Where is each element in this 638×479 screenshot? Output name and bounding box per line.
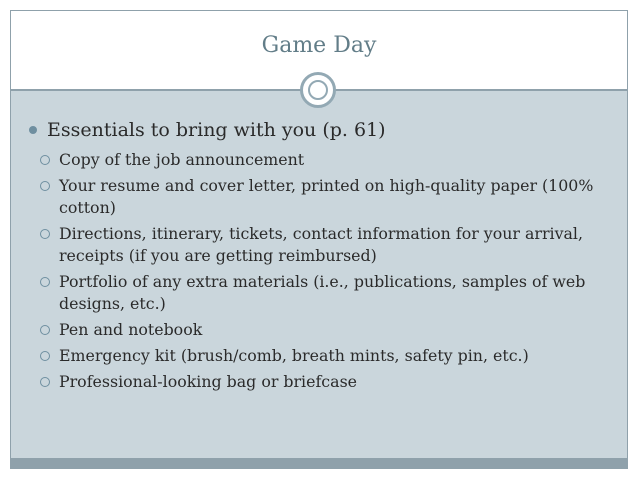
slide-content [27, 117, 617, 397]
sub-bullet-text: Emergency kit (brush/comb, breath mints, safety pin, etc.) [59, 346, 529, 365]
double-circle-ornament-icon [300, 72, 336, 108]
sub-bullet-item [36, 175, 617, 219]
sub-bullet-list [36, 149, 617, 393]
sub-bullet-text: Professional-looking bag or briefcase [59, 372, 358, 391]
slide-title: Game Day [261, 33, 377, 58]
sub-bullet-item [36, 223, 617, 267]
hollow-circle-bullet-icon [40, 155, 50, 165]
slide-frame [10, 10, 628, 459]
sub-bullet-text: Your resume and cover letter, printed on high-quality paper (100% cotton) [59, 176, 594, 217]
hollow-circle-bullet-icon [40, 277, 50, 287]
filled-circle-bullet-icon [29, 126, 37, 134]
hollow-circle-bullet-icon [40, 181, 50, 191]
sub-bullet-item [36, 149, 617, 171]
sub-bullet-item [36, 371, 617, 393]
sub-bullet-item [36, 319, 617, 341]
sub-bullet-text: Copy of the job announcement [59, 150, 305, 169]
sub-bullet-text: Directions, itinerary, tickets, contact information for your arrival, receipts (if you are getting reimbursed) [59, 224, 583, 265]
sub-bullet-text: Pen and notebook [59, 320, 203, 339]
bottom-accent-bar [10, 459, 628, 469]
sub-bullet-item [36, 271, 617, 315]
main-bullet-item [27, 117, 617, 143]
main-bullet-text: Essentials to bring with you (p. 61) [47, 119, 386, 141]
inner-circle [308, 80, 328, 100]
hollow-circle-bullet-icon [40, 351, 50, 361]
sub-bullet-item [36, 345, 617, 367]
hollow-circle-bullet-icon [40, 229, 50, 239]
sub-bullet-text: Portfolio of any extra materials (i.e., publications, samples of web designs, etc.) [59, 272, 586, 313]
hollow-circle-bullet-icon [40, 377, 50, 387]
hollow-circle-bullet-icon [40, 325, 50, 335]
